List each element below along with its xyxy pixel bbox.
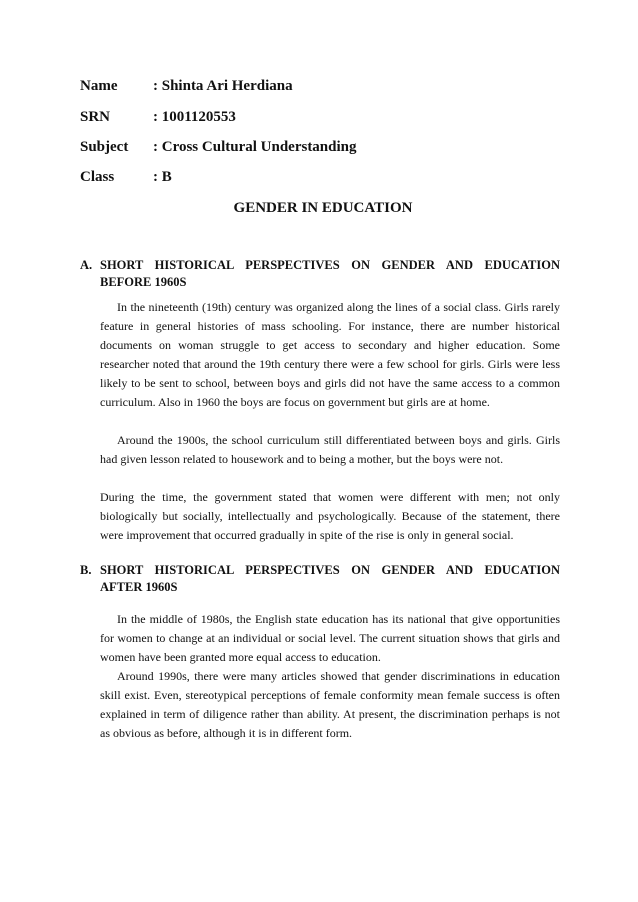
class-value: : B [153, 169, 172, 185]
section-a-paragraph-2: Around the 1900s, the school curriculum still differentiated between boys and girls. Girls had given lesson related to housework and to being a mother, but the boys were not. [100, 433, 560, 467]
name-value: : Shinta Ari Herdiana [153, 78, 293, 94]
section-b-heading [80, 562, 560, 596]
subject-value: : Cross Cultural Understanding [153, 139, 357, 155]
name-label: Name [80, 78, 118, 94]
section-a-heading-line1: SHORT HISTORICAL PERSPECTIVES ON GENDER AND EDUCATION [100, 258, 560, 272]
section-a-heading [80, 257, 560, 291]
srn-value: : 1001120553 [153, 109, 236, 125]
section-a-letter: A. [80, 258, 93, 272]
class-row [80, 168, 172, 186]
section-a-paragraph-1: In the nineteenth (19th) century was organized along the lines of a social class. Girls rarely feature in general histories of mass schooling. For instance, there are number historical documents on woman struggle to get access to secondary and higher education. Some researcher noted that around the 19th century there were a few school for girls. Girls were less likely to be sent to school, between boys and girls did not have the same access to a common curriculum. Also in 1960 the boys are focus on government but girls are at home. [100, 300, 560, 410]
section-b-paragraph-1: In the middle of 1980s, the English state education has its national that give opportunities for women to change at an individual or social level. The current situation shows that girls and women have been granted more equal access to education. [100, 612, 560, 665]
section-b-letter: B. [80, 563, 92, 577]
section-b-heading-line1: SHORT HISTORICAL PERSPECTIVES ON GENDER AND EDUCATION [100, 563, 560, 577]
class-label: Class [80, 169, 115, 185]
section-b-heading-line2: AFTER 1960S [100, 580, 178, 594]
srn-row [80, 108, 236, 126]
name-row [80, 77, 293, 95]
subject-row [80, 138, 357, 156]
subject-label: Subject [80, 139, 129, 155]
section-a-heading-line2: BEFORE 1960S [100, 275, 187, 289]
section-b-paragraph-2: Around 1990s, there were many articles showed that gender discriminations in education skill exist. Even, stereotypical perceptions of female conformity mean female success is often explained in term of diligence rather than ability. At present, the discrimination perhaps is not as obvious as before, although it is in different form. [100, 669, 560, 741]
document-title: GENDER IN EDUCATION [233, 200, 413, 216]
section-a-paragraph-3: During the time, the government stated that women were different with men; not only biologically but socially, intellectually and psychologically. Because of the statement, there were improvement that occurred gradually in spite of the rise is only in general social. [100, 490, 560, 543]
srn-label: SRN [80, 109, 111, 125]
